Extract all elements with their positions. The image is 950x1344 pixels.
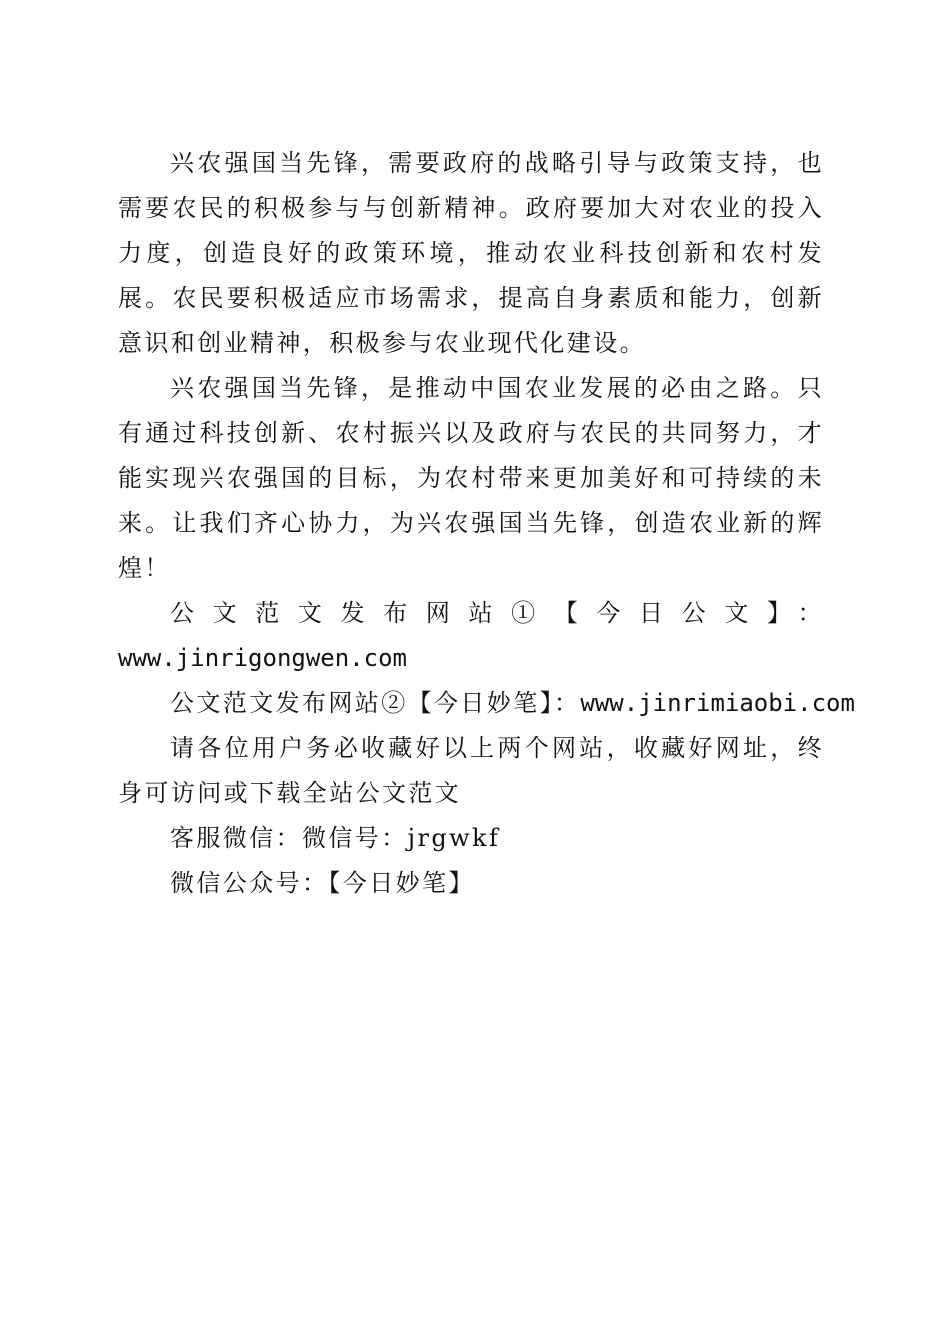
paragraph-government-farmers: 兴农强国当先锋，需要政府的战略引导与政策支持，也需要农民的积极参与与创新精神。政府要加大对农业的投入力度，创造良好的政策环境，推动农业科技创新和农村发展。农民要积极适应市场需求，提高自身素质和能力，创新意识和创业精神，积极参与农业现代化建设。	[118, 149, 824, 357]
notice-text: 请各位用户务必收藏好以上两个网站，收藏好网址，终身可访问或下载全站公文范文	[118, 734, 824, 807]
site1-label: 公文范文发布网站①【今日公文】：	[170, 599, 824, 627]
site2-url[interactable]: www.jinrimiaobi.com	[580, 689, 855, 717]
site1-url[interactable]: www.jinrigongwen.com	[118, 644, 407, 672]
site2-line	[118, 681, 855, 726]
paragraph-conclusion: 兴农强国当先锋，是推动中国农业发展的必由之路。只有通过科技创新、农村振兴以及政府与农民的共同努力，才能实现兴农强国的目标，为农村带来更加美好和可持续的未来。让我们齐心协力，为兴农强国当先锋，创造农业新的辉煌！	[118, 374, 824, 582]
wechat-service: 客服微信：微信号：jrgwkf	[170, 824, 501, 852]
document-body	[118, 141, 855, 906]
wechat-official-account: 微信公众号：【今日妙笔】	[170, 869, 475, 897]
site2-label: 公文范文发布网站②【今日妙笔】：	[170, 689, 581, 717]
